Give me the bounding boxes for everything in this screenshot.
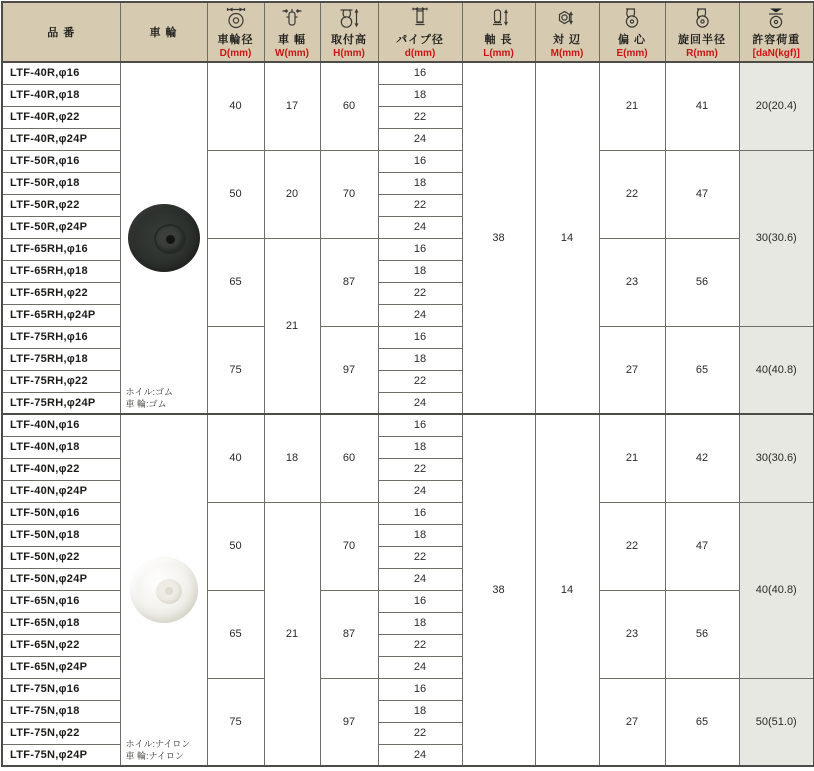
ecc-value-cell: 21	[599, 62, 665, 150]
part-number-cell: LTF-65RH,φ16	[2, 238, 120, 260]
col-unit: R(mm)	[686, 48, 718, 59]
col-unit: D(mm)	[219, 48, 252, 59]
note-line: 車 輪:ゴム	[125, 398, 167, 409]
part-number-cell: LTF-75N,φ24P	[2, 744, 120, 766]
pipe-value-cell: 18	[378, 524, 462, 546]
radius-value-cell: 56	[665, 238, 739, 326]
part-number-cell: LTF-65N,φ24P	[2, 656, 120, 678]
part-number-cell: LTF-65N,φ18	[2, 612, 120, 634]
d_wheel-value-cell: 40	[207, 414, 264, 502]
hex-value-cell: 14	[535, 62, 599, 414]
d_wheel-value-cell: 75	[207, 326, 264, 414]
pipe-value-cell: 24	[378, 656, 462, 678]
part-number-cell: LTF-40N,φ18	[2, 436, 120, 458]
col-header-hex	[535, 2, 599, 62]
height-value-cell: 97	[320, 326, 378, 414]
pipe-value-cell: 22	[378, 194, 462, 216]
col-unit: H(mm)	[333, 48, 365, 59]
wheel-width-icon	[281, 6, 303, 30]
radius-value-cell: 65	[665, 326, 739, 414]
d_wheel-value-cell: 65	[207, 590, 264, 678]
d_wheel-value-cell: 50	[207, 502, 264, 590]
pipe-value-cell: 24	[378, 304, 462, 326]
pipe-value-cell: 18	[378, 84, 462, 106]
part-number-cell: LTF-50N,φ16	[2, 502, 120, 524]
part-number-cell: LTF-65RH,φ24P	[2, 304, 120, 326]
col-label: 軸 長	[484, 34, 513, 46]
pipe-value-cell: 24	[378, 392, 462, 414]
pipe-value-cell: 18	[378, 260, 462, 282]
ecc-value-cell: 22	[599, 150, 665, 238]
load-value-cell: 40(40.8)	[739, 326, 814, 414]
wheel-hub	[156, 579, 182, 604]
pipe-value-cell: 18	[378, 172, 462, 194]
ecc-value-cell: 22	[599, 502, 665, 590]
pipe-value-cell: 18	[378, 700, 462, 722]
part-number-cell: LTF-50R,φ22	[2, 194, 120, 216]
pipe-value-cell: 22	[378, 370, 462, 392]
pipe-value-cell: 18	[378, 612, 462, 634]
wheel-photo-cell	[120, 414, 207, 766]
width-value-cell: 20	[264, 150, 320, 238]
part-number-cell: LTF-40N,φ16	[2, 414, 120, 436]
shaft-length-icon	[488, 6, 510, 30]
col-label: 旋回半径	[678, 34, 726, 46]
height-value-cell: 87	[320, 238, 378, 326]
load-value-cell: 30(30.6)	[739, 414, 814, 502]
wheel-diameter-icon	[225, 6, 247, 30]
ecc-value-cell: 23	[599, 238, 665, 326]
col-unit: M(mm)	[550, 48, 584, 59]
hex-width-icon	[556, 6, 578, 30]
part-number-cell: LTF-50R,φ24P	[2, 216, 120, 238]
part-number-cell: LTF-75N,φ16	[2, 678, 120, 700]
ecc-value-cell: 21	[599, 414, 665, 502]
pipe-value-cell: 24	[378, 216, 462, 238]
col-unit: W(mm)	[275, 48, 309, 59]
col-label: パイプ径	[396, 34, 444, 46]
load-value-cell: 30(30.6)	[739, 150, 814, 326]
wheel-axle-hole	[166, 235, 175, 244]
pipe-value-cell: 16	[378, 238, 462, 260]
pipe-value-cell: 24	[378, 480, 462, 502]
col-header-shaft	[462, 2, 535, 62]
note-line: 車 輪:ナイロン	[125, 750, 184, 761]
ecc-value-cell: 27	[599, 326, 665, 414]
height-value-cell: 97	[320, 678, 378, 766]
pipe-value-cell: 18	[378, 348, 462, 370]
rubber-wheel-photo	[128, 204, 200, 272]
pipe-value-cell: 16	[378, 326, 462, 348]
d_wheel-value-cell: 75	[207, 678, 264, 766]
hex-value-cell: 14	[535, 414, 599, 766]
wheel-hub	[156, 226, 184, 252]
pipe-value-cell: 16	[378, 414, 462, 436]
part-number-cell: LTF-65RH,φ18	[2, 260, 120, 282]
table-row	[2, 62, 814, 84]
table-row	[2, 414, 814, 436]
pipe-value-cell: 16	[378, 502, 462, 524]
part-number-cell: LTF-40R,φ16	[2, 62, 120, 84]
mount-height-icon	[338, 6, 360, 30]
pipe-value-cell: 22	[378, 634, 462, 656]
col-header-part	[2, 2, 120, 62]
shaft-value-cell: 38	[462, 414, 535, 766]
shaft-value-cell: 38	[462, 62, 535, 414]
part-number-cell: LTF-50R,φ16	[2, 150, 120, 172]
col-unit: L(mm)	[483, 48, 514, 59]
col-label: 車 輪	[149, 27, 178, 39]
part-number-cell: LTF-75RH,φ18	[2, 348, 120, 370]
ecc-value-cell: 23	[599, 590, 665, 678]
part-number-cell: LTF-75N,φ18	[2, 700, 120, 722]
width-value-cell: 21	[264, 502, 320, 766]
load-capacity-icon	[765, 6, 787, 30]
height-value-cell: 70	[320, 150, 378, 238]
pipe-value-cell: 18	[378, 436, 462, 458]
wheel-material-note	[126, 738, 191, 762]
pipe-value-cell: 16	[378, 678, 462, 700]
col-header-wheel	[120, 2, 207, 62]
width-value-cell: 18	[264, 414, 320, 502]
wheel-axle-hole	[165, 587, 173, 595]
swivel-radius-icon	[691, 6, 713, 30]
col-header-pipe	[378, 2, 462, 62]
part-number-cell: LTF-40N,φ22	[2, 458, 120, 480]
radius-value-cell: 47	[665, 502, 739, 590]
header-row	[2, 2, 814, 62]
pipe-value-cell: 16	[378, 62, 462, 84]
part-number-cell: LTF-65RH,φ22	[2, 282, 120, 304]
d_wheel-value-cell: 40	[207, 62, 264, 150]
height-value-cell: 70	[320, 502, 378, 590]
col-unit: [daN(kgf)]	[752, 48, 800, 59]
ecc-value-cell: 27	[599, 678, 665, 766]
load-value-cell: 20(20.4)	[739, 62, 814, 150]
pipe-value-cell: 22	[378, 458, 462, 480]
part-number-cell: LTF-75RH,φ16	[2, 326, 120, 348]
part-number-cell: LTF-75RH,φ24P	[2, 392, 120, 414]
col-label: 偏 心	[617, 34, 647, 46]
col-label: 取付高	[331, 34, 367, 46]
pipe-diameter-icon	[409, 6, 431, 30]
part-number-cell: LTF-50N,φ18	[2, 524, 120, 546]
pipe-value-cell: 24	[378, 568, 462, 590]
col-label: 品 番	[47, 27, 76, 39]
nylon-wheel-photo	[130, 557, 198, 623]
part-number-cell: LTF-50N,φ22	[2, 546, 120, 568]
pipe-value-cell: 22	[378, 106, 462, 128]
part-number-cell: LTF-40N,φ24P	[2, 480, 120, 502]
radius-value-cell: 65	[665, 678, 739, 766]
width-value-cell: 21	[264, 238, 320, 414]
pipe-value-cell: 16	[378, 150, 462, 172]
col-header-radius	[665, 2, 739, 62]
part-number-cell: LTF-40R,φ24P	[2, 128, 120, 150]
col-label: 対 辺	[552, 34, 582, 46]
radius-value-cell: 47	[665, 150, 739, 238]
col-header-load	[739, 2, 814, 62]
wheel-material-note	[126, 386, 174, 410]
pipe-value-cell: 24	[378, 128, 462, 150]
pipe-value-cell: 22	[378, 722, 462, 744]
pipe-value-cell: 16	[378, 590, 462, 612]
col-header-width	[264, 2, 320, 62]
height-value-cell: 60	[320, 62, 378, 150]
col-label: 許容荷重	[752, 34, 801, 46]
part-number-cell: LTF-40R,φ22	[2, 106, 120, 128]
part-number-cell: LTF-50N,φ24P	[2, 568, 120, 590]
part-number-cell: LTF-75N,φ22	[2, 722, 120, 744]
col-header-height	[320, 2, 378, 62]
part-number-cell: LTF-65N,φ22	[2, 634, 120, 656]
load-value-cell: 40(40.8)	[739, 502, 814, 678]
col-header-ecc	[599, 2, 665, 62]
radius-value-cell: 42	[665, 414, 739, 502]
spec-table	[1, 1, 814, 767]
part-number-cell: LTF-40R,φ18	[2, 84, 120, 106]
pipe-value-cell: 22	[378, 282, 462, 304]
part-number-cell: LTF-75RH,φ22	[2, 370, 120, 392]
radius-value-cell: 41	[665, 62, 739, 150]
pipe-value-cell: 22	[378, 546, 462, 568]
width-value-cell: 17	[264, 62, 320, 150]
note-line: ホイル:ナイロン	[125, 738, 191, 749]
height-value-cell: 60	[320, 414, 378, 502]
pipe-value-cell: 24	[378, 744, 462, 766]
d_wheel-value-cell: 50	[207, 150, 264, 238]
d_wheel-value-cell: 65	[207, 238, 264, 326]
col-unit: E(mm)	[616, 48, 648, 59]
part-number-cell: LTF-65N,φ16	[2, 590, 120, 612]
part-number-cell: LTF-50R,φ18	[2, 172, 120, 194]
eccentricity-icon	[621, 6, 643, 30]
wheel-photo-cell	[120, 62, 207, 414]
load-value-cell: 50(51.0)	[739, 678, 814, 766]
col-label: 車 幅	[277, 34, 307, 46]
radius-value-cell: 56	[665, 590, 739, 678]
col-header-d_wheel	[207, 2, 264, 62]
col-unit: d(mm)	[404, 48, 436, 59]
col-label: 車輪径	[217, 34, 254, 46]
note-line: ホイル:ゴム	[125, 386, 174, 397]
height-value-cell: 87	[320, 590, 378, 678]
